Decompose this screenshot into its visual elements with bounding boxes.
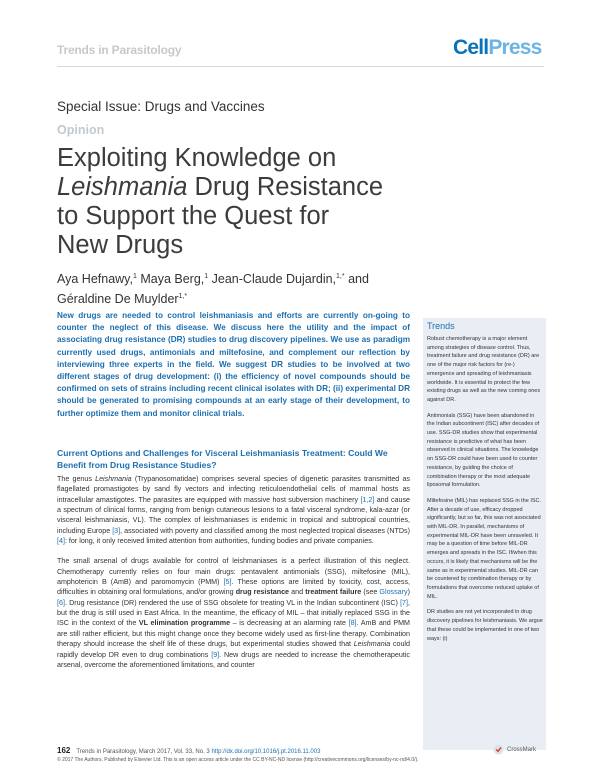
abstract: New drugs are needed to control leishmaniasis and efforts are currently on-going to counter the neglect of this disease. We discuss here the utility and the impact of associating drug resistance (DR) studies to drug discovery pipelines. We use as paradigm currently used drugs, antimonials and miltefosine, and complement our reflection by interviewing three experts in the field. We suggest DR studies to be involved at two different stages of drug development: (i) the efficiency of novel compounds should be confirmed on sets of strains including recent clinical isolates with DR; (ii) experimental DR should be generated to promising compounds at an early stage of their development, to further optimize them and monitor clinical trials. [57, 311, 410, 418]
reference-link[interactable]: [3] [112, 526, 121, 535]
title-line-1: Exploiting Knowledge on [57, 144, 337, 172]
author-2[interactable]: Maya Berg, [136, 272, 205, 287]
trends-paragraph: Antimonials (SSG) have been abandoned in the Indian subcontinent (ISC) after decades of use. SSG-DR studies show that experimental resistance is predictive of what has been observed in clinical situations. The knowledge on SSG-DR could have been used to counter resistance, by guiding the choice of combination therapy or the most adequate liposomal formulation. [427, 412, 540, 489]
brand-cell: Cell [453, 36, 489, 59]
crossmark-badge[interactable]: CrossMark [493, 744, 536, 755]
special-issue-label: Special Issue: Drugs and Vaccines [57, 99, 265, 114]
reference-link[interactable]: [9] [211, 650, 220, 659]
trends-paragraph: Robust chemotherapy is a major element among strategies of disease control. Thus, treatment failure and drug resistance (DR) are one of the major risk factors for (re-) emergence and spreading of leishmaniasis worldwide. It is essential to protect the few existing drugs as well as the new coming ones against DR. [427, 336, 541, 403]
journal-name: Trends in Parasitology [57, 43, 182, 57]
doi-link[interactable]: http://dx.doi.org/10.1016/j.pt.2016.11.003 [211, 749, 321, 755]
title-line-4: New Drugs [57, 231, 184, 259]
section-label: Opinion [57, 123, 105, 137]
page-number: 162 [57, 746, 71, 755]
article-title [57, 144, 497, 260]
body-paragraph-1: The genus Leishmania (Trypanosomatidae) comprises several species of digenetic parasites transmitted as flagellated promastigotes by sand fly vectors and infecting reticuloendothelial cells of mammal hosts as intracellular amastigotes. The parasites are equipped with massive host subversion machinery [1,2] and cause a spectrum of clinical forms, ranging from benign cutaneous lesions to a fatal visceral syndrome, kala-azar (or visceral leishmaniasis, VL). The complex of leishmaniases is endemic in tropical and subtropical countries, including Europe [3], associated with poverty and classified among the most neglected tropical diseases (NTDs) [4]: for long, it only received limited attention from authorities, funding bodies and private companies. [57, 475, 411, 546]
section-heading: Current Options and Challenges for Visceral Leishmaniasis Treatment: Could We Benefit from Drug Resistance Studies? [57, 448, 388, 470]
author-list: Aya Hefnawy,$^1$ Maya Berg,$^1$ Jean-Claude Dujardin,$^{1,*}$ and Géraldine De Muylder$^{1,*}$ [57, 272, 369, 307]
body-paragraph-2: The small arsenal of drugs available for control of leishmaniases is a perfect illustration of this neglect. Chemotherapy currently relies on four main drugs: pentavalent antimonials (SSG), miltefosine (MIL), amphotericin B (AmB) and paromomycin (PMM) [5]. These options are limited by toxicity, cost, access, difficulties in obtaining oral formulations, and/or growing drug resistance and treatment failure (see Glossary) [6]. Drug resistance (DR) rendered the use of SSG obsolete for treating VL in the Indian subcontinent (ISC) [7], but the drug is still used in East Africa. In the meantime, the efficacy of MIL – that initially replaced SSG in the ISC in the context of the VL elimination programme – is decreasing at an alarming rate [8]. AmB and PMM are still rather efficient, but this might change once they become widely used as first-line therapy. Combination therapy should increase the shelf life of these drugs, but experimental studies showed that Leishmania could rapidly develop DR even to drug combinations [9]. New drugs are needed to increase the chemotherapeutic arsenal, overcome the aforementioned limitations, and counter [57, 557, 410, 669]
trends-paragraph: Miltefosine (MIL) has replaced SSG in the ISC. After a decade of use, efficacy dropped significantly, but so far, this was not associated with MIL-DR. In parallel, mechanisms of experimental MIL-DR have been unraveled. It may be a question of time before MIL-DR emerges and spreads in the ISC. If/when this occurs, it is likely that mechanisms will be the same as in experimental studies. MIL-DR can be countered by combination therapy or by formulations that overcome reduced uptake of MIL. [427, 497, 542, 600]
cellpress-logo[interactable] [453, 36, 542, 60]
trends-paragraph: DR studies are not yet incorporated in drug discovery pipelines for leishmaniasis. We argue that these could be implemented in one of two ways: (i) [427, 609, 543, 642]
reference-link[interactable]: [7] [400, 598, 409, 607]
author-4[interactable]: Géraldine De Muylder [57, 292, 179, 307]
reference-link[interactable]: [4] [57, 537, 65, 546]
title-line-3: to Support the Quest for [57, 202, 330, 230]
trends-text [427, 335, 543, 650]
reference-link[interactable]: [6] [57, 598, 65, 607]
title-line-2: Leishmania Drug Resistance [57, 173, 384, 201]
footer-citation: 162 Trends in Parasitology, March 2017, Vol. 33, No. 3 http://dx.doi.org/10.1016/j.pt.2016.11.003 [57, 746, 321, 755]
reference-link[interactable]: [5] [223, 578, 232, 587]
reference-link[interactable]: [8] [348, 619, 357, 628]
author-1[interactable]: Aya Hefnawy, [57, 272, 133, 287]
header-divider [57, 66, 544, 67]
author-3[interactable]: Jean-Claude Dujardin, [208, 272, 337, 287]
brand-press: Press [488, 36, 542, 59]
title-genus: Leishmania [57, 173, 188, 201]
crossmark-icon [493, 744, 504, 755]
reference-link[interactable]: [1,2] [360, 495, 375, 504]
glossary-link[interactable]: Glossary [379, 588, 408, 597]
body-text [57, 474, 410, 680]
trends-title: Trends [427, 321, 455, 331]
license-text: © 2017 The Authors. Published by Elsevier Ltd. This is an open access article under the CC BY-NC-ND license (http://creativecommons.org/licenses/by-nc-nd/4.0/). [57, 757, 419, 763]
